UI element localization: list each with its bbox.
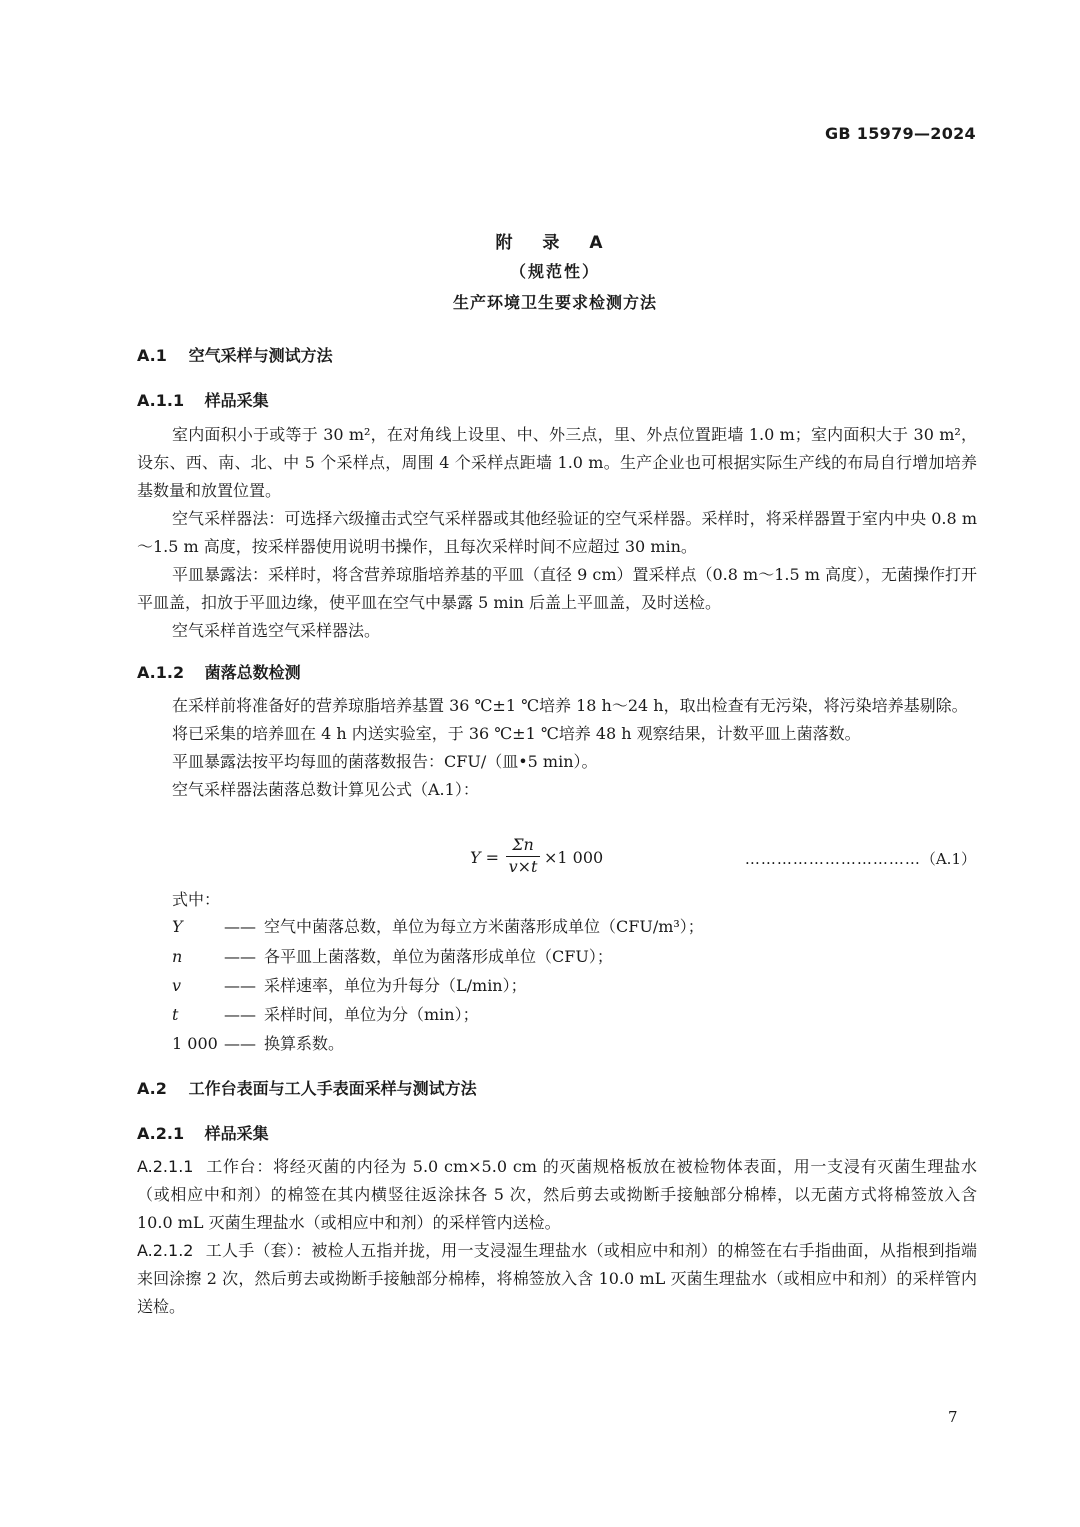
paragraph: 平皿暴露法按平均每皿的菌落数报告：CFU/（皿•5 min）。 xyxy=(172,752,598,771)
section-title: 样品采集 xyxy=(204,391,269,410)
section-heading-a21 xyxy=(137,1121,269,1144)
paragraph: 平皿暴露法：采样时，将含营养琼脂培养基的平皿（直径 9 cm）置采样点（0.8 m～1.5 m 高度），无菌操作打开平皿盖，扣放于平皿边缘，使平皿在空气中暴露 5 min 后盖上平皿盖，及时送检。 xyxy=(137,565,977,612)
section-title: 空气采样与测试方法 xyxy=(188,346,333,365)
variable-description: 换算系数。 xyxy=(264,1034,345,1053)
formula-numerator: Σn xyxy=(506,836,540,857)
variable-description: 采样时间，单位为分（min）； xyxy=(264,1005,479,1024)
section-title: 菌落总数检测 xyxy=(204,663,301,682)
formula-denominator: v×t xyxy=(508,857,538,876)
variable-symbol: t xyxy=(172,1005,179,1024)
page-number: 7 xyxy=(948,1408,958,1426)
paragraph: 空气采样器法菌落总数计算见公式（A.1）： xyxy=(172,780,479,799)
variable-row xyxy=(172,914,704,937)
section-number: A.1.2 xyxy=(137,663,185,682)
clause-a212 xyxy=(137,1237,977,1321)
annex-title: 附 录 A xyxy=(495,233,615,253)
variable-dash: —— xyxy=(224,917,256,936)
paragraph: 室内面积小于或等于 30 m²，在对角线上设里、中、外三点，里、外点位置距墙 1.0 m；室内面积大于 30 m²，设东、西、南、北、中 5 个采样点，周围 4 个采样点距墙 1.0 m。生产企业也可根据实际生产线的布局自行增加培养基数量和放置位置。 xyxy=(137,425,977,500)
annex-nature: （规范性） xyxy=(509,262,600,281)
clause-text: 工人手（套）：被检人五指并拢，用一支浸湿生理盐水（或相应中和剂）的棉签在右手指曲面，从指根到指端来回涂擦 2 次，然后剪去或拗断手接触部分棉棒，将棉签放入含 10.0 mL 灭菌生理盐水（或相应中和剂）的采样管内送检。 xyxy=(137,1241,977,1316)
formula-label: （A.1） xyxy=(920,850,976,868)
clause-number: A.2.1.2 xyxy=(137,1241,194,1260)
paragraph: 空气采样器法：可选择六级撞击式空气采样器或其他经验证的空气采样器。采样时，将采样器置于室内中央 0.8 m～1.5 m 高度，按采样器使用说明书操作，且每次采样时间不应超过 30 min。 xyxy=(137,509,977,556)
variable-row xyxy=(172,1002,479,1025)
variable-row xyxy=(172,944,613,967)
variable-symbol: v xyxy=(172,976,182,995)
document-code: GB 15979—2024 xyxy=(825,124,976,143)
section-title: 工作台表面与工人手表面采样与测试方法 xyxy=(188,1079,477,1098)
variable-row xyxy=(172,973,527,996)
formula-rhs: ×1 000 xyxy=(544,848,604,867)
section-number: A.2 xyxy=(137,1079,167,1098)
section-title: 样品采集 xyxy=(204,1124,269,1143)
formula-lhs: Y = xyxy=(470,848,500,867)
section-number: A.1 xyxy=(137,346,167,365)
section-heading-a2 xyxy=(137,1076,477,1099)
variable-dash: —— xyxy=(224,1034,256,1053)
variable-dash: —— xyxy=(224,976,256,995)
paragraph: 空气采样首选空气采样器法。 xyxy=(172,621,381,640)
where-label: 式中： xyxy=(172,890,221,909)
clause-number: A.2.1.1 xyxy=(137,1157,194,1176)
variable-dash: —— xyxy=(224,1005,256,1024)
annex-subject: 生产环境卫生要求检测方法 xyxy=(452,293,657,312)
clause-a211 xyxy=(137,1153,977,1237)
variable-symbol: 1 000 xyxy=(172,1034,218,1053)
clause-text: 工作台：将经灭菌的内径为 5.0 cm×5.0 cm 的灭菌规格板放在被检物体表面，用一支浸有灭菌生理盐水（或相应中和剂）的棉签在其内横竖往返涂抹各 5 次，然后剪去或拗断手接触部分棉棒，以无菌方式将棉签放入含 10.0 mL 灭菌生理盐水（或相应中和剂）的采样管内送检。 xyxy=(137,1157,977,1232)
paragraph: 将已采集的培养皿在 4 h 内送实验室，于 36 ℃±1 ℃培养 48 h 观察结果，计数平皿上菌落数。 xyxy=(172,724,861,743)
section-heading-a11 xyxy=(137,388,269,411)
section-heading-a1 xyxy=(137,343,333,366)
section-a12-body xyxy=(137,692,977,804)
paragraph: 在采样前将准备好的营养琼脂培养基置 36 ℃±1 ℃培养 18 h～24 h，取出检查有无污染，将污染培养基剔除。 xyxy=(172,696,968,715)
section-heading-a12 xyxy=(137,660,301,683)
variable-description: 采样速率，单位为升每分（L/min）； xyxy=(264,976,527,995)
formula-reference xyxy=(745,848,976,869)
section-number: A.2.1 xyxy=(137,1124,185,1143)
variable-row xyxy=(172,1031,344,1054)
variable-symbol: n xyxy=(172,947,183,966)
variable-description: 各平皿上菌落数，单位为菌落形成单位（CFU）； xyxy=(264,947,613,966)
formula-leader-dots: …………………………… xyxy=(744,850,921,868)
section-number: A.1.1 xyxy=(137,391,185,410)
formula-fraction xyxy=(506,836,540,877)
variable-dash: —— xyxy=(224,947,256,966)
variable-symbol: Y xyxy=(172,917,183,936)
section-a11-body xyxy=(137,421,977,645)
variable-description: 空气中菌落总数，单位为每立方米菌落形成单位（CFU/m³）； xyxy=(264,917,704,936)
